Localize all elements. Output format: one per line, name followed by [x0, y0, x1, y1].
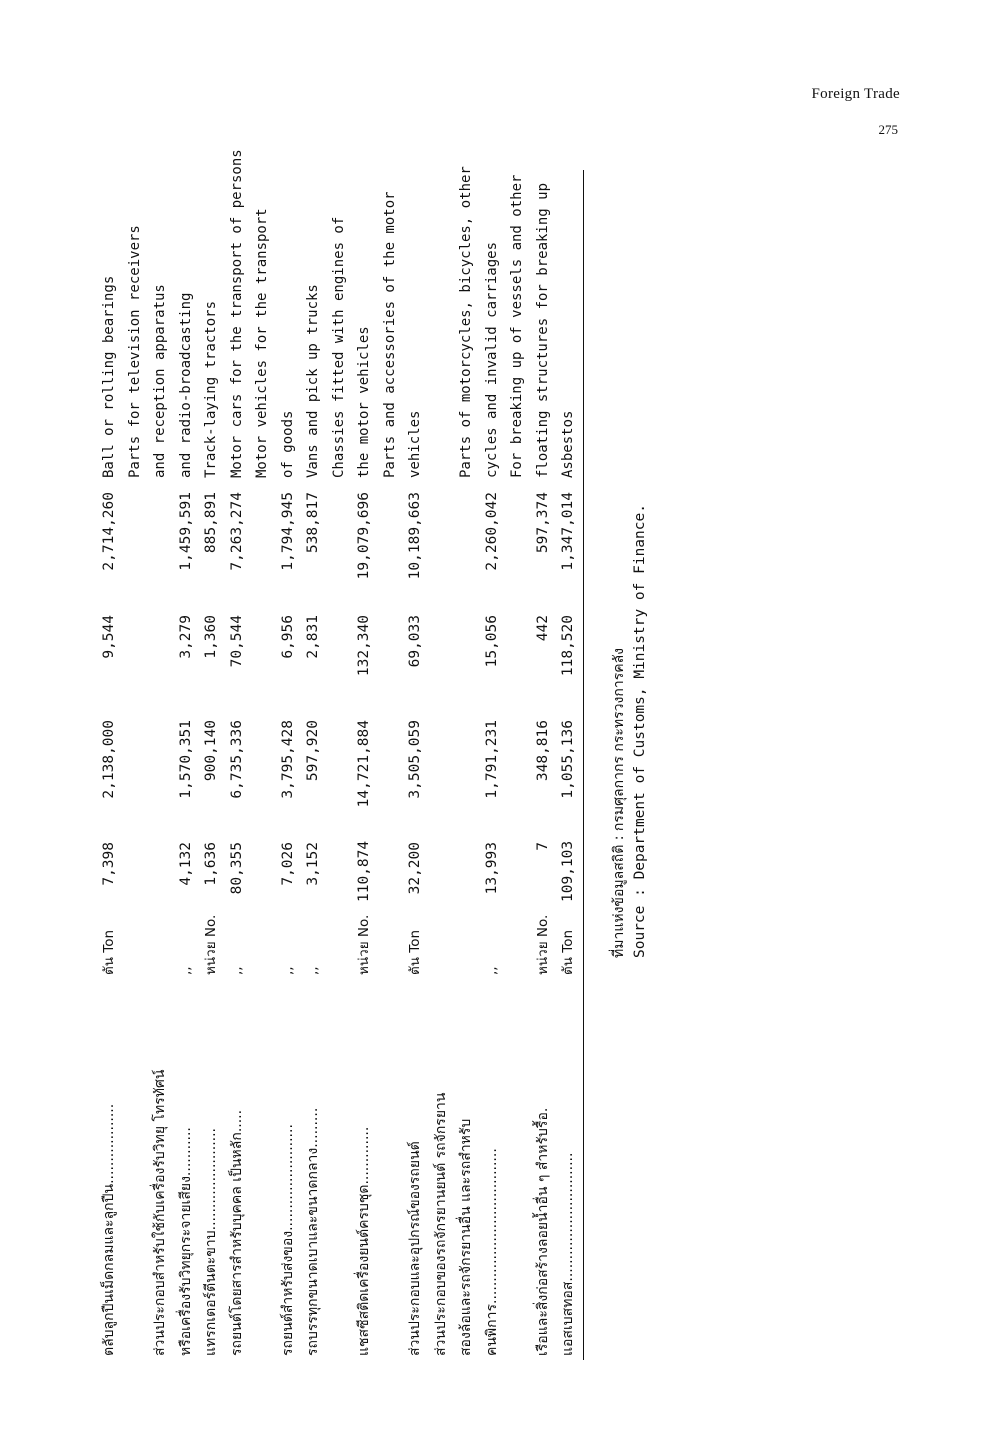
quantity-year2: 1,360: [203, 615, 219, 659]
english-description: the motor vehicles: [356, 326, 372, 478]
table-row: [175, 160, 197, 1360]
value-year2: 597,374: [534, 492, 551, 554]
quantity-year1: 3,152: [305, 842, 321, 886]
quantity-year1: 32,200: [407, 842, 423, 895]
value-year2: 10,189,663: [407, 492, 423, 580]
unit: ,,: [483, 966, 500, 975]
thai-description: เรือและสิ่งก่อสร้างลอยน้ำอื่น ๆ สำหรับรื้อ.: [534, 1107, 551, 1356]
value-year2: 1,459,591: [177, 492, 194, 571]
english-description: Ball or rolling bearings: [101, 275, 117, 478]
quantity-year1: 80,355: [228, 842, 245, 895]
value-year2: 2,260,042: [483, 492, 500, 571]
table-row: [379, 160, 401, 1360]
table-row: [532, 160, 554, 1360]
value-year1: 2,138,000: [101, 720, 117, 799]
source-english: Source : Department of Customs, Ministry of Finance.: [632, 504, 648, 958]
rotated-table: [80, 149, 680, 1360]
unit: ตัน Ton: [407, 929, 423, 975]
quantity-year1: 110,874: [356, 840, 372, 902]
value-year1: 900,140: [203, 720, 219, 782]
quantity-year1: 13,993: [483, 842, 500, 895]
thai-description: แชสซีสติดเครื่องยนต์ครบชุด.............: [356, 1126, 372, 1356]
unit: ,,: [177, 966, 194, 975]
thai-description: รถยนต์โดยสารสำหรับบุคคล เป็นหลัก.....: [228, 1109, 245, 1356]
value-year1: 3,795,428: [279, 720, 296, 799]
quantity-year2: 132,340: [356, 615, 372, 677]
quantity-year1: 7: [534, 842, 551, 851]
thai-description: ส่วนประกอบสำหรับใช้กับเครื่องรับวิทยุ โทรทัศน์: [152, 1069, 168, 1356]
quantity-year2: 15,056: [483, 615, 500, 668]
quantity-year1: 7,398: [101, 842, 117, 886]
value-year2: 1,794,945: [279, 492, 296, 571]
source-thai: ที่มาแห่งข้อมูลสถิติ : กรมศุลกากร กระทรวงการคลัง: [611, 648, 627, 958]
page-number: 275: [878, 122, 898, 137]
table-row: [251, 160, 273, 1360]
quantity-year2: 6,956: [279, 615, 296, 659]
quantity-year2: 9,544: [101, 615, 117, 659]
thai-description: ส่วนประกอบของรถจักรยานยนต์ รถจักรยาน: [432, 1092, 449, 1356]
english-description: and radio-broadcasting: [177, 292, 194, 478]
quantity-year1: 4,132: [177, 842, 194, 886]
english-description: For breaking up of vessels and other: [509, 174, 525, 478]
thai-description: แทรกเตอร์ตีนตะขาบ.......................: [203, 1128, 219, 1356]
unit: หน่วย No.: [534, 914, 551, 975]
table-row: [277, 160, 299, 1360]
unit: ,,: [279, 966, 296, 975]
value-year1: 1,055,136: [560, 720, 576, 799]
table-row: [98, 160, 120, 1360]
thai-description: รถบรรทุกขนาดเบาและขนาดกลาง.........: [305, 1107, 321, 1356]
english-description: Parts and accessories of the motor: [381, 191, 398, 478]
table-bottom-rule: [583, 170, 584, 1360]
english-description: cycles and invalid carriages: [483, 241, 500, 478]
thai-description: คนพิการ...................................: [483, 1148, 500, 1356]
table-row: [430, 160, 452, 1360]
quantity-year1: 109,103: [560, 840, 576, 902]
english-description: Vans and pick up trucks: [305, 284, 321, 478]
table-row: [328, 160, 350, 1360]
value-year1: 1,570,351: [177, 720, 194, 799]
unit: ตัน Ton: [560, 929, 576, 975]
english-description: of goods: [279, 410, 296, 478]
table-row: [149, 160, 171, 1360]
page-header-title: Foreign Trade: [811, 86, 900, 102]
unit: หน่วย No.: [356, 914, 372, 975]
english-description: Track-laying tractors: [203, 300, 219, 478]
value-year1: 597,920: [305, 720, 321, 782]
english-description: Parts of motorcycles, bicycles, other: [458, 166, 474, 478]
english-description: Chassies fitted with engines of: [330, 216, 347, 478]
table-row: [124, 160, 146, 1360]
value-year2: 2,714,260: [101, 492, 117, 571]
english-description: vehicles: [407, 410, 423, 478]
table-row: [506, 160, 528, 1360]
value-year1: 348,816: [534, 720, 551, 782]
table-row: [302, 160, 324, 1360]
value-year2: 885,891: [203, 492, 219, 554]
english-description: Motor cars for the transport of persons: [228, 149, 245, 478]
unit: ,,: [305, 966, 321, 975]
english-description: Asbestos: [560, 410, 576, 478]
quantity-year2: 70,544: [228, 615, 245, 668]
quantity-year2: 3,279: [177, 615, 194, 659]
value-year1: 3,505,059: [407, 720, 423, 799]
value-year1: 14,721,884: [356, 720, 372, 808]
table-row: [481, 160, 503, 1360]
thai-description: หรือเครื่องรับวิทยุกระจายเสียง...........: [177, 1127, 194, 1356]
value-year1: 1,791,231: [483, 720, 500, 799]
thai-description: ตลับลูกปืนเม็ดกลมและลูกปืน..................: [101, 1103, 117, 1356]
english-description: floating structures for breaking up: [534, 182, 551, 478]
table-row: [200, 160, 222, 1360]
english-description: Motor vehicles for the transport: [254, 208, 270, 478]
table-row: [226, 149, 248, 1360]
unit: ตัน Ton: [101, 929, 117, 975]
value-year2: 19,079,696: [356, 492, 372, 580]
english-description: and reception apparatus: [152, 284, 168, 478]
value-year1: 6,735,336: [228, 720, 245, 799]
thai-description: แอสเบสทอส.............................: [560, 1152, 576, 1356]
quantity-year2: 2,831: [305, 615, 321, 659]
table-row: [455, 160, 477, 1360]
quantity-year2: 69,033: [407, 615, 423, 668]
unit: ,,: [228, 966, 245, 975]
quantity-year2: 118,520: [560, 615, 576, 677]
table-row: [557, 160, 579, 1360]
english-description: Parts for television receivers: [126, 225, 143, 478]
value-year2: 538,817: [305, 492, 321, 554]
value-year2: 7,263,274: [228, 492, 245, 571]
thai-description: สองล้อและรถจักรยานอื่น และรถสำหรับ: [458, 1118, 474, 1356]
thai-description: ส่วนประกอบและอุปกรณ์ของรถยนต์: [407, 1141, 423, 1356]
thai-description: รถยนต์สำหรับส่งของ........................: [279, 1124, 296, 1356]
quantity-year1: 1,636: [203, 842, 219, 886]
quantity-year1: 7,026: [279, 842, 296, 886]
value-year2: 1,347,014: [560, 492, 576, 571]
unit: หน่วย No.: [203, 914, 219, 975]
quantity-year2: 442: [534, 615, 551, 642]
table-row: [353, 160, 375, 1360]
table-row: [404, 160, 426, 1360]
